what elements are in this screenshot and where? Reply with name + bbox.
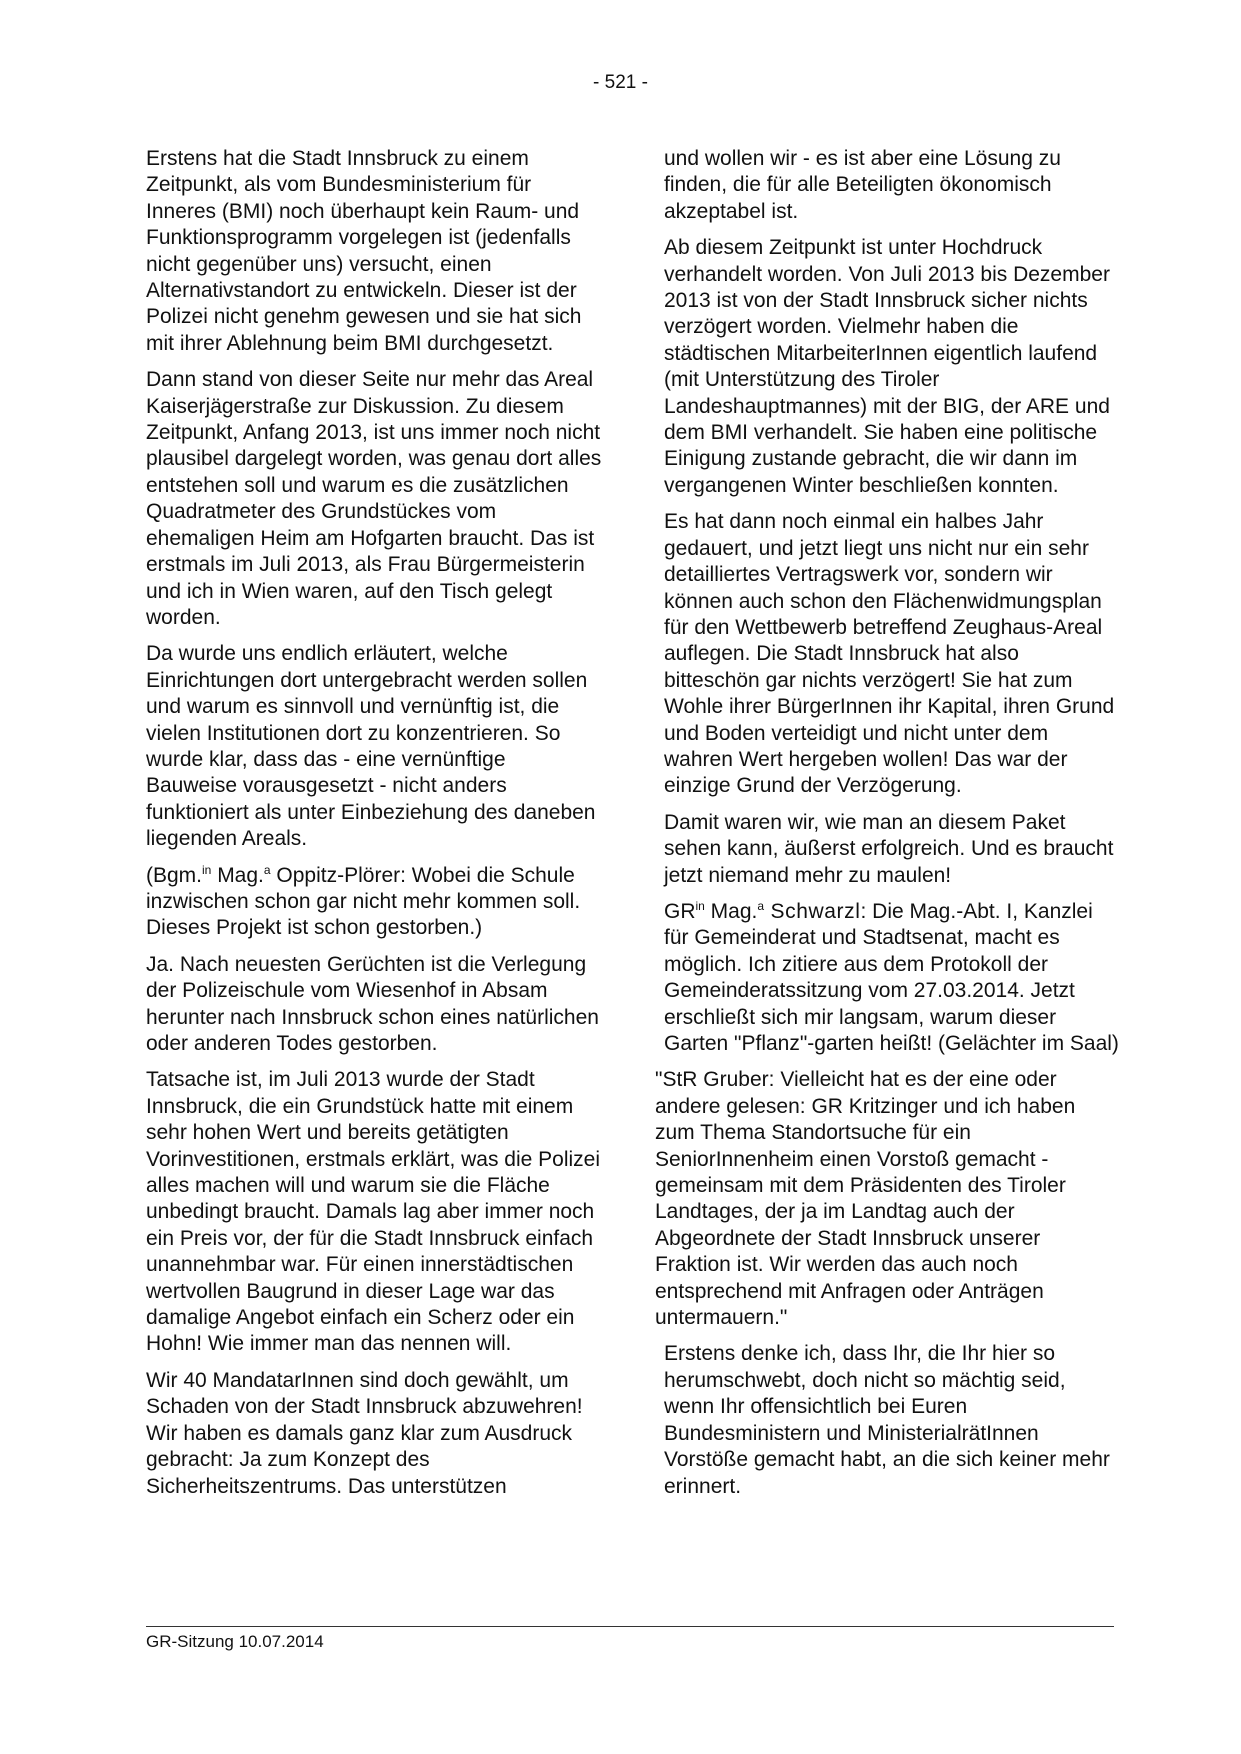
paragraph: Da wurde uns endlich erläutert, welche Einrichtungen dort untergebracht werden sollen und warum es sinnvoll und vernünftig ist, die vielen Institutionen dort zu konzentrieren. So wurde klar, dass das - eine vernünftige Bauweise vorausgesetzt - nicht anders funktioniert als unter Einbeziehung des daneben liegenden Areals. (146, 642, 596, 851)
paragraph: Ja. Nach neuesten Gerüchten ist die Verlegung der Polizeischule vom Wiesenhof in Absam herunter nach Innsbruck schon eines natürlichen oder anderen Todes gestorben. (146, 952, 599, 1055)
paragraph: Wir 40 MandatarInnen sind doch gewählt, um Schaden von der Stadt Innsbruck abzuwehren! Wir haben es damals ganz klar zum Ausdruck gebracht: Ja zum Konzept des Sicherheitszentrums. Das unterstützen (146, 1368, 583, 1498)
superscript: in (202, 862, 212, 877)
quoted-paragraph: "StR Gruber: Vielleicht hat es der eine oder andere gelesen: GR Kritzinger und ich haben zum Thema Standortsuche für ein SeniorInnenheim einen Vorstoß gemacht - gemeinsam mit dem Präsidenten des Tiroler Landtages, der ja im Landtag auch der Abgeordnete der Stadt Innsbruck unserer Fraktion ist. Wir werden das auch noch entsprechend mit Anfragen oder Anträgen untermauern." (655, 1068, 1076, 1330)
speaker-name: Schwarzl (764, 899, 861, 923)
paragraph: Tatsache ist, im Juli 2013 wurde der Stadt Innsbruck, die ein Grundstück hatte mit einem sehr hohen Wert und bereits getätigten Vorinvestitionen, erstmals erklärt, was die Polizei alles machen will und warum sie die Fläche unbedingt braucht. Damals lag aber immer noch ein Preis vor, der für die Stadt Innsbruck einfach unannehmbar war. Für einen innerstädtischen wertvollen Baugrund in dieser Lage war das damalige Angebot einfach ein Scherz oder ein Hohn! Wie immer man das nennen will. (146, 1068, 601, 1356)
speaker-text: : Die Mag.-Abt. I, Kanzlei für Gemeinderat und Stadtsenat, macht es möglich. Ich zitiere aus dem Protokoll der Gemeinderatssitzung vom 27.03.2014. Jetzt erschließt sich mir langsam, warum dieser Garten "Pflanz"-garten heißt! (Gelächter im Saal) (664, 899, 1119, 1055)
superscript: a (757, 898, 765, 913)
speaker-title: Mag. (704, 899, 758, 923)
paragraph: Erstens denke ich, dass Ihr, die Ihr hier so herumschwebt, doch nicht so mächtig seid, wenn Ihr offensichtlich bei Euren Bundesministern und MinisterialrätInnen Vorstöße gemacht habt, an die sich keiner mehr erinnert. (664, 1342, 1110, 1498)
paragraph: Erstens hat die Stadt Innsbruck zu einem Zeitpunkt, als vom Bundesministerium für Inneres (BMI) noch überhaupt kein Raum- und Funktionsprogramm vorgelegen ist (jedenfalls nicht gegenüber uns) versucht, einen Alternativstandort zu entwickeln. Dieser ist der Polizei nicht genehm gewesen und sie hat sich mit ihrer Ablehnung beim BMI durchgesetzt. (146, 147, 582, 355)
speaker-prefix: GR (664, 899, 696, 923)
superscript: a (263, 862, 271, 877)
paragraph: Damit waren wir, wie man an diesem Paket sehen kann, äußerst erfolgreich. Und es braucht jetzt niemand mehr zu maulen! (664, 810, 1114, 887)
interjection-paragraph (146, 863, 602, 942)
paragraph: Dann stand von dieser Seite nur mehr das Areal Kaiserjägerstraße zur Diskussion. Zu diesem Zeitpunkt, Anfang 2013, ist uns immer noch nicht plausibel dargelegt worden, was genau dort alles entstehen soll und warum es die zusätzlichen Quadratmeter des Grundstückes vom ehemaligen Heim am Hofgarten braucht. Das ist erstmals im Juli 2013, als Frau Bürgermeisterin und ich in Wien waren, auf den Tisch gelegt worden. (146, 368, 602, 629)
paragraph: Es hat dann noch einmal ein halbes Jahr gedauert, und jetzt liegt uns nicht nur ein sehr detailliertes Vertragswerk vor, sondern wir können auch schon den Flächenwidmungsplan für den Wettbewerb betreffend Zeughaus-Areal auflegen. Die Stadt Innsbruck hat also bitteschön gar nichts verzögert! Sie hat zum Wohle ihrer BürgerInnen ihr Kapital, ihren Grund und Boden verteidigt und nicht unter dem wahren Wert hergeben wollen! Das war der einzige Grund der Verzögerung. (664, 510, 1115, 798)
page-number: - 521 - (593, 72, 648, 93)
superscript: in (695, 898, 705, 913)
interjection-text: Oppitz-Plörer: Wobei die Schule inzwischen schon gar nicht mehr kommen soll. Dieses Projekt ist schon gestorben.) (146, 863, 581, 940)
interjection-title: Mag. (211, 863, 264, 887)
speaker-paragraph (664, 899, 1120, 1057)
paragraph: Ab diesem Zeitpunkt ist unter Hochdruck verhandelt worden. Von Juli 2013 bis Dezember 2013 ist von der Stadt Innsbruck sicher nichts verzögert worden. Vielmehr haben die städtischen MitarbeiterInnen eigentlich laufend (mit Unterstützung des Tiroler Landeshauptmannes) mit der BIG, der ARE und dem BMI verhandelt. Sie haben eine politische Einigung zustande gebracht, die wir dann im vergangenen Winter beschließen konnten. (664, 236, 1110, 497)
footer-divider (146, 1626, 1114, 1627)
interjection-prefix: (Bgm. (146, 863, 203, 887)
paragraph: und wollen wir - es ist aber eine Lösung zu finden, die für alle Beteiligten ökonomisch akzeptabel ist. (664, 147, 1061, 223)
left-column (146, 146, 602, 1510)
right-column (655, 146, 1120, 1510)
footer-session-date: GR-Sitzung 10.07.2014 (146, 1632, 324, 1651)
